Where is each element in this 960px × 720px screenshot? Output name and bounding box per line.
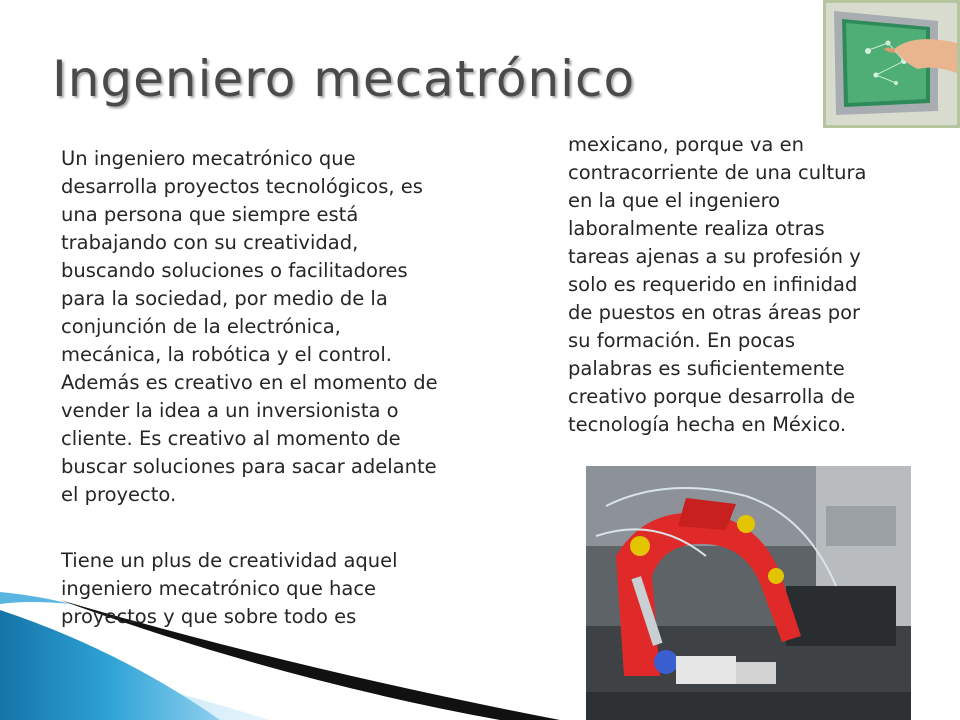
touch-screen-photo <box>823 0 960 128</box>
left-paragraph-1: Un ingeniero mecatrónico que desarrolla proyectos tecnológicos, es una persona que siempre está trabajando con su creatividad, buscando soluciones o facilitadores para la sociedad, por medio de la conjunción de la electrónica, mecánica, la robótica y el control. Además es creativo en el momento de vender la idea a un inversionista o cliente. Es creativo al momento de buscar soluciones para sacar adelante el proyecto. <box>61 147 438 506</box>
left-paragraph-2: Tiene un plus de creatividad aquel ingeniero mecatrónico que hace proyectos y que sobre todo es <box>61 549 398 628</box>
slide-title: Ingeniero mecatrónico <box>52 50 636 108</box>
robot-arm-photo <box>586 466 911 720</box>
right-paragraph: mexicano, porque va en contracorriente de una cultura en la que el ingeniero laboralmente realiza otras tareas ajenas a su profesión y solo es requerido en infinidad de puestos en otras áreas por su formación. En pocas palabras es suficientemente creativo porque desarrolla de tecnología hecha en México. <box>568 133 867 436</box>
